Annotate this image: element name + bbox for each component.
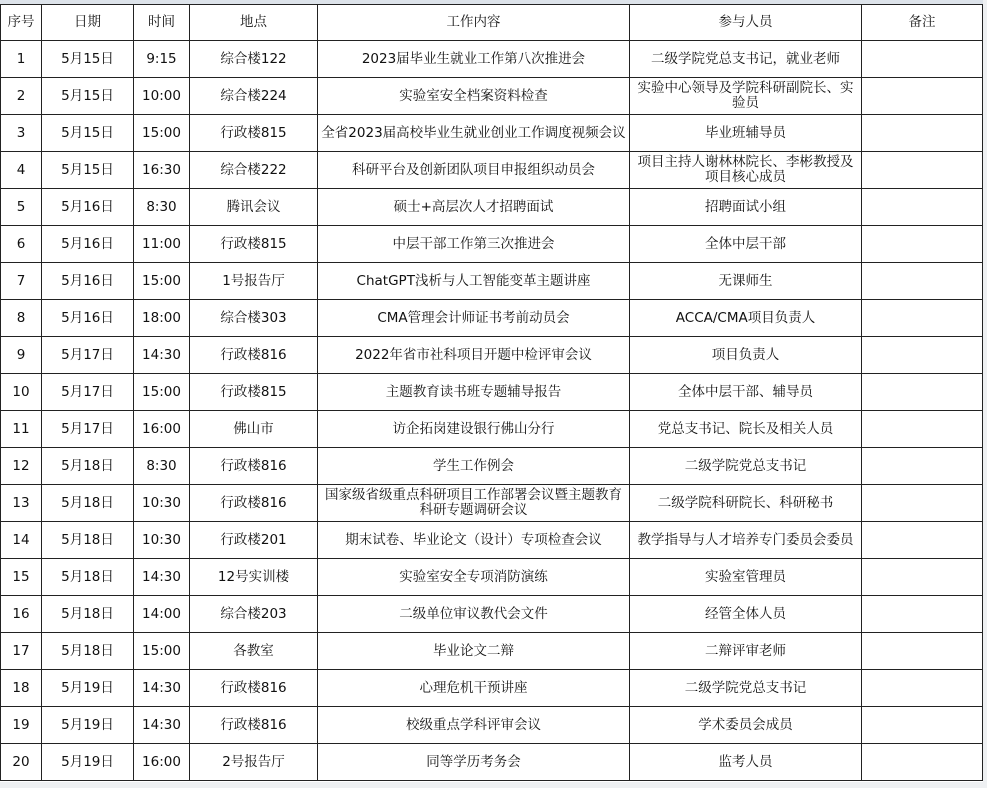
cell-place[interactable]: 行政楼816 [190,485,318,522]
table-row [1,411,983,448]
header-cell-place[interactable]: 地点 [190,5,318,41]
cell-place[interactable]: 综合楼303 [190,300,318,337]
cell-time[interactable]: 8:30 [134,448,190,485]
cell-content[interactable]: 科研平台及创新团队项目申报组织动员会 [318,152,630,189]
cell-note[interactable] [862,152,983,189]
cell-date[interactable]: 5月16日 [42,189,134,226]
cell-no[interactable]: 7 [1,263,42,300]
cell-date[interactable]: 5月19日 [42,744,134,781]
cell-date[interactable]: 5月15日 [42,152,134,189]
cell-no[interactable]: 2 [1,78,42,115]
header-cell-no[interactable]: 序号 [1,5,42,41]
cell-content[interactable]: 二级单位审议教代会文件 [318,596,630,633]
header-cell-date[interactable]: 日期 [42,5,134,41]
cell-content[interactable]: 国家级省级重点科研项目工作部署会议暨主题教育科研专题调研会议 [318,485,630,522]
cell-date[interactable]: 5月15日 [42,78,134,115]
cell-date[interactable]: 5月16日 [42,263,134,300]
cell-place[interactable]: 行政楼815 [190,115,318,152]
cell-time[interactable]: 14:30 [134,670,190,707]
cell-place[interactable]: 综合楼222 [190,152,318,189]
cell-content[interactable]: 主题教育读书班专题辅导报告 [318,374,630,411]
cell-note[interactable] [862,744,983,781]
cell-people[interactable]: 党总支书记、院长及相关人员 [630,411,862,448]
cell-place[interactable]: 行政楼815 [190,374,318,411]
cell-date[interactable]: 5月15日 [42,115,134,152]
cell-time[interactable]: 16:30 [134,152,190,189]
cell-note[interactable] [862,41,983,78]
cell-people[interactable]: 全体中层干部 [630,226,862,263]
header-cell-note[interactable]: 备注 [862,5,983,41]
cell-no[interactable]: 13 [1,485,42,522]
cell-people[interactable]: 招聘面试小组 [630,189,862,226]
sheet-bottom-edge [0,782,987,788]
header-cell-people[interactable]: 参与人员 [630,5,862,41]
cell-time[interactable]: 15:00 [134,115,190,152]
cell-people[interactable]: 无课师生 [630,263,862,300]
cell-people[interactable]: 毕业班辅导员 [630,115,862,152]
cell-time[interactable]: 14:00 [134,596,190,633]
cell-note[interactable] [862,226,983,263]
cell-people[interactable]: 二级学院党总支书记 [630,448,862,485]
cell-note[interactable] [862,596,983,633]
cell-no[interactable]: 17 [1,633,42,670]
cell-date[interactable]: 5月17日 [42,374,134,411]
cell-note[interactable] [862,707,983,744]
cell-no[interactable]: 3 [1,115,42,152]
table-row [1,78,983,115]
cell-date[interactable]: 5月15日 [42,41,134,78]
cell-people[interactable]: 项目主持人谢林林院长、李彬教授及项目核心成员 [630,152,862,189]
cell-people[interactable]: 实验中心领导及学院科研副院长、实验员 [630,78,862,115]
table-row [1,374,983,411]
cell-note[interactable] [862,485,983,522]
cell-time[interactable]: 15:00 [134,633,190,670]
cell-time[interactable]: 15:00 [134,263,190,300]
cell-no[interactable]: 20 [1,744,42,781]
cell-no[interactable]: 12 [1,448,42,485]
cell-people[interactable]: 二级学院党总支书记 [630,670,862,707]
cell-date[interactable]: 5月18日 [42,633,134,670]
cell-note[interactable] [862,448,983,485]
cell-people[interactable]: 学术委员会成员 [630,707,862,744]
cell-place[interactable]: 腾讯会议 [190,189,318,226]
sheet-right-edge [983,0,987,788]
cell-time[interactable]: 18:00 [134,300,190,337]
table-row [1,152,983,189]
cell-note[interactable] [862,300,983,337]
table-row [1,41,983,78]
cell-no[interactable]: 1 [1,41,42,78]
cell-time[interactable]: 16:00 [134,411,190,448]
cell-place[interactable]: 1号报告厅 [190,263,318,300]
cell-people[interactable]: 经管全体人员 [630,596,862,633]
cell-date[interactable]: 5月17日 [42,337,134,374]
cell-people[interactable]: 二辩评审老师 [630,633,862,670]
cell-place[interactable]: 2号报告厅 [190,744,318,781]
table-row [1,337,983,374]
cell-note[interactable] [862,337,983,374]
cell-no[interactable]: 9 [1,337,42,374]
cell-date[interactable]: 5月18日 [42,448,134,485]
cell-time[interactable]: 10:00 [134,78,190,115]
cell-no[interactable]: 16 [1,596,42,633]
table-row [1,115,983,152]
table-row [1,633,983,670]
cell-people[interactable]: 二级学院科研院长、科研秘书 [630,485,862,522]
table-row [1,707,983,744]
cell-note[interactable] [862,115,983,152]
cell-no[interactable]: 15 [1,559,42,596]
cell-note[interactable] [862,411,983,448]
cell-content[interactable]: 实验室安全专项消防演练 [318,559,630,596]
cell-no[interactable]: 19 [1,707,42,744]
header-cell-content[interactable]: 工作内容 [318,5,630,41]
cell-people[interactable]: 全体中层干部、辅导员 [630,374,862,411]
cell-people[interactable]: ACCA/CMA项目负责人 [630,300,862,337]
cell-date[interactable]: 5月16日 [42,300,134,337]
table-row [1,744,983,781]
cell-people[interactable]: 监考人员 [630,744,862,781]
cell-no[interactable]: 8 [1,300,42,337]
cell-date[interactable]: 5月19日 [42,670,134,707]
cell-note[interactable] [862,633,983,670]
cell-place[interactable]: 12号实训楼 [190,559,318,596]
cell-content[interactable]: 2023届毕业生就业工作第八次推进会 [318,41,630,78]
cell-time[interactable]: 8:30 [134,189,190,226]
table-row [1,522,983,559]
table-row [1,559,983,596]
cell-place[interactable]: 行政楼201 [190,522,318,559]
table-row [1,189,983,226]
cell-note[interactable] [862,263,983,300]
cell-people[interactable]: 实验室管理员 [630,559,862,596]
table-row [1,670,983,707]
cell-place[interactable]: 佛山市 [190,411,318,448]
cell-place[interactable]: 综合楼122 [190,41,318,78]
cell-place[interactable]: 各教室 [190,633,318,670]
cell-content[interactable]: 期末试卷、毕业论文（设计）专项检查会议 [318,522,630,559]
cell-date[interactable]: 5月18日 [42,485,134,522]
cell-date[interactable]: 5月19日 [42,707,134,744]
cell-place[interactable]: 综合楼203 [190,596,318,633]
cell-note[interactable] [862,559,983,596]
table-row [1,485,983,522]
cell-date[interactable]: 5月18日 [42,522,134,559]
cell-note[interactable] [862,670,983,707]
schedule-table [0,4,983,781]
cell-place[interactable]: 行政楼816 [190,448,318,485]
cell-time[interactable]: 14:30 [134,337,190,374]
cell-no[interactable]: 10 [1,374,42,411]
cell-content[interactable]: ChatGPT浅析与人工智能变革主题讲座 [318,263,630,300]
cell-people[interactable]: 项目负责人 [630,337,862,374]
cell-no[interactable]: 4 [1,152,42,189]
cell-content[interactable]: 校级重点学科评审会议 [318,707,630,744]
header-row [1,5,983,41]
cell-time[interactable]: 9:15 [134,41,190,78]
cell-content[interactable]: 2022年省市社科项目开题中检评审会议 [318,337,630,374]
cell-content[interactable]: 全省2023届高校毕业生就业创业工作调度视频会议 [318,115,630,152]
cell-time[interactable]: 10:30 [134,522,190,559]
cell-content[interactable]: 中层干部工作第三次推进会 [318,226,630,263]
cell-time[interactable]: 16:00 [134,744,190,781]
cell-no[interactable]: 6 [1,226,42,263]
cell-no[interactable]: 18 [1,670,42,707]
cell-no[interactable]: 14 [1,522,42,559]
cell-date[interactable]: 5月18日 [42,559,134,596]
table-row [1,448,983,485]
cell-note[interactable] [862,189,983,226]
header-cell-time[interactable]: 时间 [134,5,190,41]
cell-content[interactable]: 毕业论文二辩 [318,633,630,670]
cell-time[interactable]: 15:00 [134,374,190,411]
cell-place[interactable]: 综合楼224 [190,78,318,115]
cell-no[interactable]: 5 [1,189,42,226]
table-row [1,226,983,263]
cell-place[interactable]: 行政楼816 [190,670,318,707]
cell-content[interactable]: 同等学历考务会 [318,744,630,781]
cell-note[interactable] [862,78,983,115]
cell-place[interactable]: 行政楼816 [190,707,318,744]
cell-content[interactable]: 硕士+高层次人才招聘面试 [318,189,630,226]
table-row [1,263,983,300]
cell-content[interactable]: CMA管理会计师证书考前动员会 [318,300,630,337]
cell-no[interactable]: 11 [1,411,42,448]
cell-people[interactable]: 二级学院党总支书记，就业老师 [630,41,862,78]
cell-people[interactable]: 教学指导与人才培养专门委员会委员 [630,522,862,559]
cell-time[interactable]: 14:30 [134,559,190,596]
cell-time[interactable]: 10:30 [134,485,190,522]
table-row [1,596,983,633]
cell-place[interactable]: 行政楼816 [190,337,318,374]
cell-place[interactable]: 行政楼815 [190,226,318,263]
cell-content[interactable]: 访企拓岗建设银行佛山分行 [318,411,630,448]
cell-time[interactable]: 14:30 [134,707,190,744]
cell-date[interactable]: 5月18日 [42,596,134,633]
table-row [1,300,983,337]
cell-note[interactable] [862,522,983,559]
cell-date[interactable]: 5月17日 [42,411,134,448]
cell-note[interactable] [862,374,983,411]
cell-content[interactable]: 实验室安全档案资料检查 [318,78,630,115]
cell-date[interactable]: 5月16日 [42,226,134,263]
cell-time[interactable]: 11:00 [134,226,190,263]
cell-content[interactable]: 心理危机干预讲座 [318,670,630,707]
cell-content[interactable]: 学生工作例会 [318,448,630,485]
